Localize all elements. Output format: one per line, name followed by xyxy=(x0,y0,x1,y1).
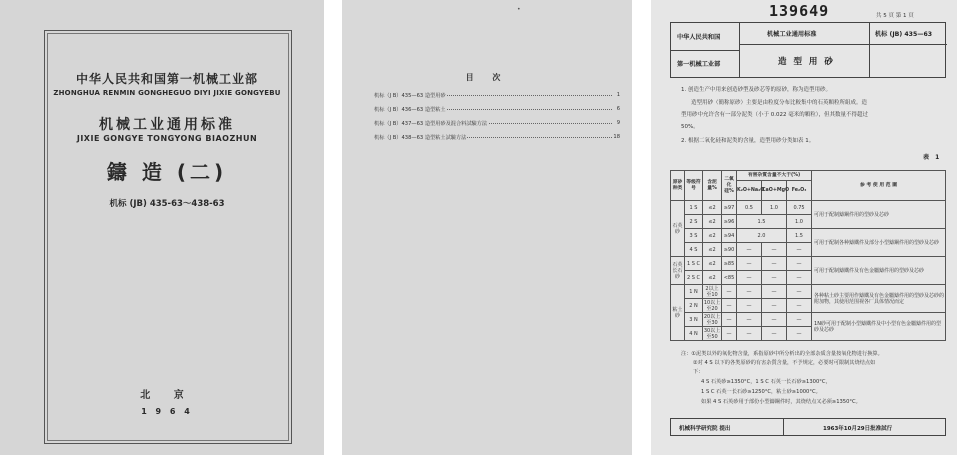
note-line: 4 S 石英砂≥1350°C，1 S C 石英一长石砂≥1300°C， xyxy=(701,379,831,385)
cell-mud: 30以上至50 xyxy=(703,327,721,340)
cell-fe2o3: — xyxy=(787,313,812,327)
cell-mud: ≤2 xyxy=(703,229,722,243)
cover-page xyxy=(0,0,324,455)
cell-grade: 2 S xyxy=(685,215,703,229)
cell-cao: — xyxy=(762,313,787,327)
footer-proposer: 机械科学研究院 提出 xyxy=(679,426,731,432)
paragraph-1: 1. 创造生产中用来创造砂型及砂芯等的原砂，称为造型用砂。 xyxy=(681,87,831,93)
toc-top-mark: • xyxy=(517,6,521,13)
cell-grade: 1 S C xyxy=(685,257,703,271)
table-row xyxy=(671,313,946,327)
cell-fe2o3: — xyxy=(787,271,812,285)
cover-publish-year: 1 9 6 4 xyxy=(141,407,193,416)
toc-entry xyxy=(374,120,620,130)
cover-ministry-title: 中华人民共和国第一机械工业部 xyxy=(75,72,258,86)
th-sio2: 二氧化硅% xyxy=(722,171,737,201)
cell-grade: 2 S C xyxy=(685,271,703,285)
th-k2o: K₂O+Na₂O xyxy=(737,181,762,201)
toc-entry-page: 18 xyxy=(613,134,620,140)
cell-cao: — xyxy=(762,327,787,341)
cell-cao: — xyxy=(762,271,787,285)
cell-k2o: — xyxy=(737,285,762,299)
toc-entry-label: 机标（J B）436—63 造型粘土 xyxy=(374,107,446,113)
note-line: 下： xyxy=(693,369,704,375)
cell-use: 可用于配制各种鑄鐵件及部分小型鑄鋼件用的型砂及芯砂 xyxy=(812,229,946,257)
sand-classification-table xyxy=(670,170,946,341)
paragraph-2a: 造型用砂（簡称原砂）主要是由粒度分布比較集中的石英顆粒所組成。造 xyxy=(691,100,868,106)
cell-grade: 3 N xyxy=(685,313,703,327)
cell-use: 可用于配制鑄鋼件用的型砂及芯砂 xyxy=(812,201,946,229)
cell-fe2o3: 1.5 xyxy=(787,229,812,243)
cell-mud: ≤2 xyxy=(703,215,722,229)
th-use: 参 考 使 用 范 圍 xyxy=(812,171,946,201)
cell-k2o: — xyxy=(737,327,762,341)
toc-page xyxy=(342,0,632,455)
header-title: 造 型 用 砂 xyxy=(778,57,835,67)
standard-footer-box xyxy=(670,418,946,436)
th-mud: 含泥量% xyxy=(703,171,722,201)
toc-title: 目 次 xyxy=(465,73,509,82)
cell-fe2o3: — xyxy=(787,285,812,299)
cell-sio2: ≥85 xyxy=(722,257,737,271)
cell-grade: 2 N xyxy=(685,299,703,313)
cell-mud: ≤2 xyxy=(703,257,722,271)
cover-ministry-pinyin: ZHONGHUA RENMIN GONGHEGUO DIYI JIXIE GONGYEBU xyxy=(53,89,281,97)
cover-standard-code: 机标 (JB) 435-63～438-63 xyxy=(109,199,225,209)
cell-mud: 20以上至30 xyxy=(703,313,721,326)
cell-k2o: — xyxy=(737,313,762,327)
cell-grade: 4 S xyxy=(685,243,703,257)
toc-entry-label: 机标（J B）435—63 造型用砂 xyxy=(374,93,446,99)
cell-fe2o3: — xyxy=(787,327,812,341)
cell-k2o: — xyxy=(737,243,762,257)
toc-entry-page: 9 xyxy=(616,120,620,126)
header-code: 机标 (JB) 435—63 xyxy=(875,31,933,38)
paragraph-2c: 50%。 xyxy=(681,124,699,130)
th-kind: 原砂种类 xyxy=(671,171,685,201)
cell-kind-quartz: 石英砂 xyxy=(671,201,685,257)
th-cao: CaO+MgO xyxy=(762,181,787,201)
header-series: 机械工业通用标准 xyxy=(767,31,817,38)
cell-kind-quartz-feldspar: 石英长石砂 xyxy=(671,257,685,285)
note-line: 如果 4 S 石英砂用于部份小型鑄鋼件时，其烧结点又必须≥1350°C。 xyxy=(701,399,861,405)
cell-mud: 2以上至10 xyxy=(703,285,722,299)
cell-use: 各种粘土砂主要用作鑄鐵及有色金屬鑄件用的型砂及芯砂的附加物，其使用范围视各厂具体情况而定 xyxy=(812,285,946,313)
paragraph-3: 2. 根据二氧化硅和泥类的含量，造型用砂分类如表 1。 xyxy=(681,138,815,144)
cell-k2o: 0.5 xyxy=(737,201,762,215)
cell-k2o-cao: 2.0 xyxy=(737,229,787,243)
header-org-line2: 第一机械工业部 xyxy=(677,61,721,68)
cell-grade: 1 S xyxy=(685,201,703,215)
cell-k2o: — xyxy=(737,299,762,313)
table-label: 表 1 xyxy=(923,154,942,161)
cell-mud: 10以上至20 xyxy=(703,299,721,312)
table-row xyxy=(671,229,946,243)
cell-use: 1N砂可用于配制小型鑄鐵件及中小型有色金屬鑄件用的型砂及芯砂 xyxy=(812,313,946,341)
cell-grade: 1 N xyxy=(685,285,703,299)
cover-series-title: 机械工业通用标准 xyxy=(99,117,235,133)
th-fe2o3: Fe₂O₃ xyxy=(787,181,812,201)
cell-grade: 4 N xyxy=(685,327,703,341)
cell-cao: — xyxy=(762,243,787,257)
cover-series-pinyin: JIXIE GONGYE TONGYONG BIAOZHUN xyxy=(76,134,258,143)
cell-sio2: ≥94 xyxy=(722,229,737,243)
cell-sio2: <85 xyxy=(722,271,737,285)
cell-cao: — xyxy=(762,285,787,299)
footer-approval-date: 1963年10月29日批准試行 xyxy=(823,426,893,432)
cell-sio2: ≥97 xyxy=(722,201,737,215)
cell-k2o: — xyxy=(737,257,762,271)
table-row xyxy=(671,201,946,215)
note-line: 1 S C 石英一长石砂≥1250°C，粘土砂≥1000°C。 xyxy=(701,389,821,395)
cell-sio2: — xyxy=(722,285,737,299)
table-row xyxy=(671,257,946,271)
th-grade: 等级符号 xyxy=(685,171,703,201)
cell-mud: ≤2 xyxy=(703,271,722,285)
cell-grade: 3 S xyxy=(685,229,703,243)
cell-mud: ≤2 xyxy=(703,243,722,257)
cell-cao: — xyxy=(762,257,787,271)
cell-sio2: — xyxy=(722,313,737,327)
note-line: 注：①泥类以外的氧化物含量，系指原砂中所分析出的全部杂质含量按氧化物进行换算。 xyxy=(681,351,883,357)
toc-entry-label: 机标（J B）437—63 造型用砂及混合料試驗方法 xyxy=(374,121,488,127)
cell-k2o: — xyxy=(737,271,762,285)
cell-fe2o3: — xyxy=(787,299,812,313)
cell-sio2: — xyxy=(722,299,737,313)
cell-kind-clay: 粘土砂 xyxy=(671,285,685,341)
cell-sio2: — xyxy=(722,327,737,341)
cell-fe2o3: 1.0 xyxy=(787,215,812,229)
cell-cao: 1.0 xyxy=(762,201,787,215)
th-impurity: 有害杂質含量不大于(%) xyxy=(737,171,812,181)
cell-mud: ≤2 xyxy=(703,201,722,215)
cell-use: 可用于配制鑄鐵件及有色金屬鑄件用的型砂及芯砂 xyxy=(812,257,946,285)
toc-entry xyxy=(374,134,620,144)
toc-entry xyxy=(374,106,620,116)
cell-fe2o3: — xyxy=(787,243,812,257)
page-count-info: 共 5 頁 第 1 頁 xyxy=(876,13,914,19)
cover-volume-title: 鑄 造 (二) xyxy=(106,160,228,184)
serial-number: 139649 xyxy=(769,2,830,20)
header-org-line1: 中华人民共和国 xyxy=(677,34,721,41)
standard-header-box xyxy=(670,22,946,78)
table-row xyxy=(671,285,946,299)
note-line: ②对 4 S 以下的各类原砂的有害杂質含量，不予规定，必要时可限制其烧结点如 xyxy=(693,360,876,366)
cell-sio2: ≥96 xyxy=(722,215,737,229)
toc-entry-page: 6 xyxy=(616,106,620,112)
standard-page xyxy=(651,0,957,455)
cell-k2o-cao: 1.5 xyxy=(737,215,787,229)
paragraph-2b: 型用砂中允许含有一部分泥类（小于 0.022 毫米的顆粒），但其数量不得超过 xyxy=(681,112,868,118)
cover-publish-place: 北 京 xyxy=(140,390,194,401)
cell-fe2o3: 0.75 xyxy=(787,201,812,215)
toc-entry xyxy=(374,92,620,102)
cell-fe2o3: — xyxy=(787,257,812,271)
cell-sio2: ≥90 xyxy=(722,243,737,257)
cell-cao: — xyxy=(762,299,787,313)
toc-entry-page: 1 xyxy=(616,92,620,98)
toc-entry-label: 机标（J B）438—63 造型粘土試驗方法 xyxy=(374,135,467,141)
